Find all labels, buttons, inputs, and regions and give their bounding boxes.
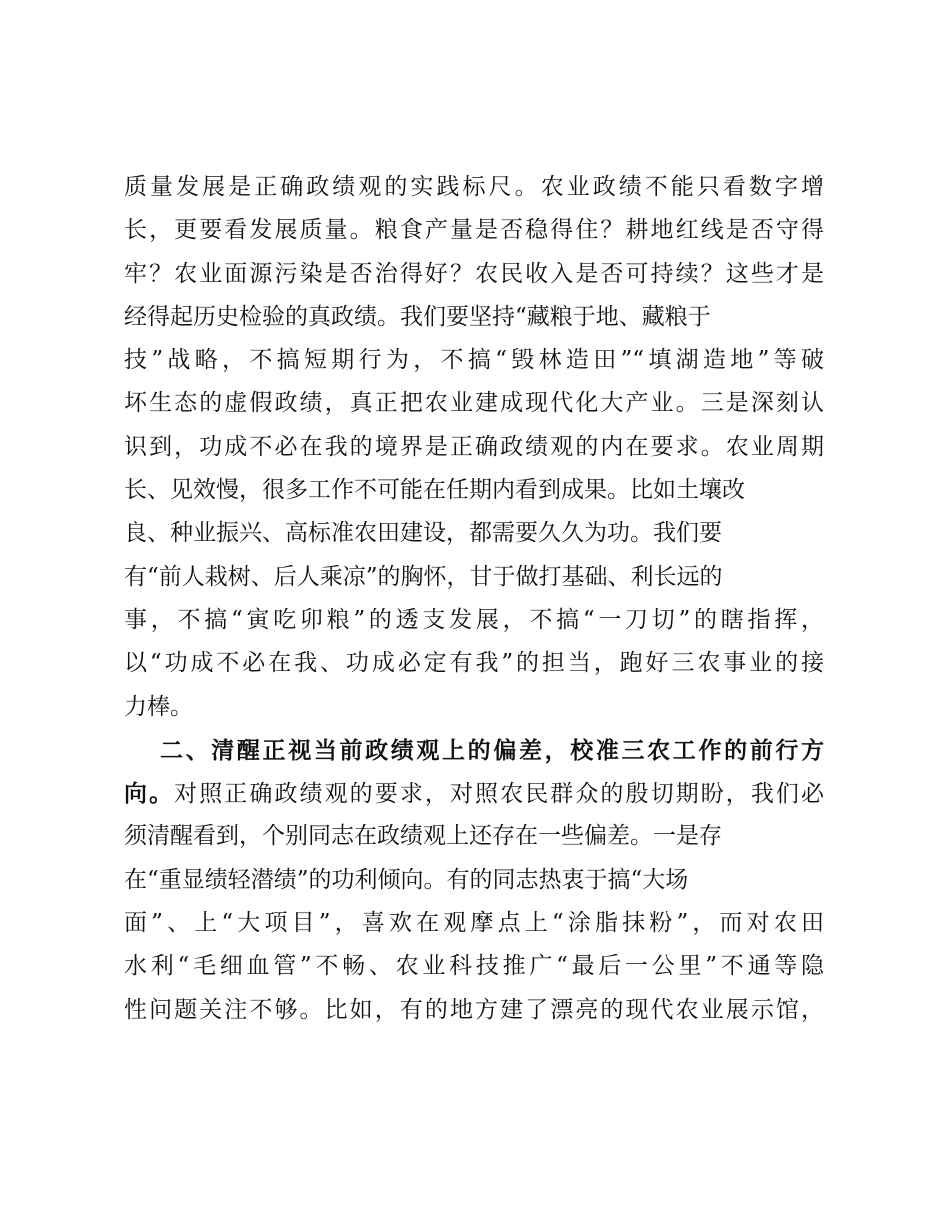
paragraph-line: 质量发展是正确政绩观的实践标尺。农业政绩不能只看数字增: [124, 174, 824, 200]
paragraph-line-text: 对照正确政绩观的要求，对照农民群众的殷切期盼，我们必: [174, 781, 825, 808]
section-heading-end: 向。: [124, 780, 175, 808]
paragraph-line: 在“重显绩轻潜绩”的功利倾向。有的同志热衷于搞“大场: [124, 866, 689, 893]
paragraph-line: 力棒。: [124, 693, 193, 720]
paragraph-line: [124, 772, 824, 815]
body-text: [124, 166, 824, 1032]
paragraph-line: 面”、上“大项目”，喜欢在观摩点上“涂脂抹粉”，而对农田: [124, 910, 824, 937]
paragraph-line: 事，不搞“寅吃卯粮”的透支发展，不搞“一刀切”的瞎指挥，: [124, 606, 824, 633]
paragraph-line: 长，更要看发展质量。粮食产量是否稳得住？耕地红线是否守得: [124, 217, 824, 244]
paragraph-line: 技”战略，不搞短期行为，不搞“毁林造田”“填湖造地”等破: [124, 347, 824, 374]
paragraph-line: 以“功成不必在我、功成必定有我”的担当，跑好三农事业的接: [124, 650, 824, 677]
paragraph-line: 识到，功成不必在我的境界是正确政绩观的内在要求。农业周期: [124, 433, 824, 460]
paragraph-line: 水利“毛细血管”不畅、农业科技推广“最后一公里”不通等隐: [124, 953, 824, 980]
paragraph-line: 经得起历史检验的真政绩。我们要坚持“藏粮于地、藏粮于: [124, 303, 711, 330]
paragraph-line: 牢？农业面源污染是否治得好？农民收入是否可持续？这些才是: [124, 260, 824, 287]
paragraph-line: 长、见效慢，很多工作不可能在任期内看到成果。比如土壤改: [124, 477, 745, 504]
section-heading: 二、清醒正视当前政绩观上的偏差，校准三农工作的前行方: [160, 736, 824, 764]
paragraph-line: 性问题关注不够。比如，有的地方建了漂亮的现代农业展示馆，: [124, 996, 824, 1023]
paragraph-line: 坏生态的虚假政绩，真正把农业建成现代化大产业。三是深刻认: [124, 390, 824, 417]
paragraph-line: 有“前人栽树、后人乘凉”的胸怀，甘于做打基础、利长远的: [124, 563, 723, 590]
paragraph-line: 良、种业振兴、高标准农田建设，都需要久久为功。我们要: [124, 520, 722, 547]
paragraph-line: 须清醒看到，个别同志在政绩观上还存在一些偏差。一是存: [124, 823, 722, 850]
